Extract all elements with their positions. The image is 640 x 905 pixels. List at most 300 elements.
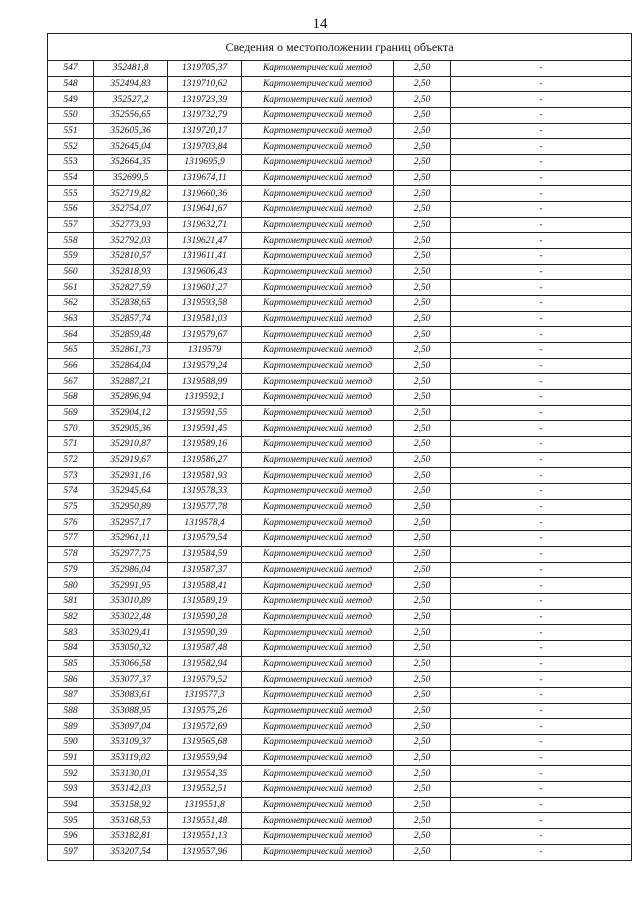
point-number-cell: 562 [48, 296, 94, 312]
description-cell: - [451, 108, 632, 124]
x-coordinate-cell: 352931,16 [94, 468, 168, 484]
description-cell: - [451, 640, 632, 656]
table-row [48, 687, 632, 703]
method-cell: Картометрический метод [242, 687, 394, 703]
table-row [48, 813, 632, 829]
y-coordinate-cell: 1319581,03 [168, 311, 242, 327]
accuracy-cell: 2,50 [394, 186, 451, 202]
description-cell: - [451, 625, 632, 641]
point-number-cell: 577 [48, 531, 94, 547]
y-coordinate-cell: 1319577,3 [168, 687, 242, 703]
accuracy-cell: 2,50 [394, 484, 451, 500]
x-coordinate-cell: 352605,36 [94, 123, 168, 139]
y-coordinate-cell: 1319590,28 [168, 609, 242, 625]
x-coordinate-cell: 352494,83 [94, 76, 168, 92]
description-cell: - [451, 374, 632, 390]
accuracy-cell: 2,50 [394, 139, 451, 155]
description-cell: - [451, 813, 632, 829]
description-cell: - [451, 499, 632, 515]
accuracy-cell: 2,50 [394, 703, 451, 719]
y-coordinate-cell: 1319579 [168, 343, 242, 359]
accuracy-cell: 2,50 [394, 734, 451, 750]
point-number-cell: 586 [48, 672, 94, 688]
table-row [48, 562, 632, 578]
point-number-cell: 597 [48, 844, 94, 860]
accuracy-cell: 2,50 [394, 249, 451, 265]
table-row [48, 76, 632, 92]
description-cell: - [451, 76, 632, 92]
description-cell: - [451, 233, 632, 249]
y-coordinate-cell: 1319695,9 [168, 155, 242, 171]
point-number-cell: 555 [48, 186, 94, 202]
table-row [48, 390, 632, 406]
accuracy-cell: 2,50 [394, 170, 451, 186]
y-coordinate-cell: 1319592,1 [168, 390, 242, 406]
table-row [48, 593, 632, 609]
description-cell: - [451, 437, 632, 453]
point-number-cell: 581 [48, 593, 94, 609]
y-coordinate-cell: 1319632,71 [168, 217, 242, 233]
description-cell: - [451, 170, 632, 186]
point-number-cell: 575 [48, 499, 94, 515]
method-cell: Картометрический метод [242, 155, 394, 171]
x-coordinate-cell: 352857,74 [94, 311, 168, 327]
description-cell: - [451, 797, 632, 813]
description-cell: - [451, 734, 632, 750]
description-cell: - [451, 202, 632, 218]
accuracy-cell: 2,50 [394, 468, 451, 484]
point-number-cell: 592 [48, 766, 94, 782]
table-row [48, 499, 632, 515]
description-cell: - [451, 217, 632, 233]
x-coordinate-cell: 353109,37 [94, 734, 168, 750]
point-number-cell: 583 [48, 625, 94, 641]
table-row [48, 828, 632, 844]
x-coordinate-cell: 352664,35 [94, 155, 168, 171]
point-number-cell: 567 [48, 374, 94, 390]
x-coordinate-cell: 352719,82 [94, 186, 168, 202]
accuracy-cell: 2,50 [394, 499, 451, 515]
description-cell: - [451, 61, 632, 77]
description-cell: - [451, 296, 632, 312]
y-coordinate-cell: 1319552,51 [168, 781, 242, 797]
point-number-cell: 584 [48, 640, 94, 656]
method-cell: Картометрический метод [242, 672, 394, 688]
y-coordinate-cell: 1319554,35 [168, 766, 242, 782]
accuracy-cell: 2,50 [394, 640, 451, 656]
y-coordinate-cell: 1319588,99 [168, 374, 242, 390]
description-cell: - [451, 515, 632, 531]
point-number-cell: 559 [48, 249, 94, 265]
method-cell: Картометрический метод [242, 390, 394, 406]
description-cell: - [451, 656, 632, 672]
description-cell: - [451, 249, 632, 265]
description-cell: - [451, 781, 632, 797]
description-cell: - [451, 672, 632, 688]
table-row [48, 343, 632, 359]
accuracy-cell: 2,50 [394, 562, 451, 578]
method-cell: Картометрический метод [242, 421, 394, 437]
accuracy-cell: 2,50 [394, 327, 451, 343]
accuracy-cell: 2,50 [394, 452, 451, 468]
table-row [48, 672, 632, 688]
method-cell: Картометрический метод [242, 76, 394, 92]
table-row [48, 484, 632, 500]
accuracy-cell: 2,50 [394, 311, 451, 327]
x-coordinate-cell: 353077,37 [94, 672, 168, 688]
description-cell: - [451, 358, 632, 374]
table-row [48, 264, 632, 280]
description-cell: - [451, 92, 632, 108]
y-coordinate-cell: 1319584,59 [168, 546, 242, 562]
table-row [48, 844, 632, 860]
method-cell: Картометрический метод [242, 813, 394, 829]
y-coordinate-cell: 1319586,27 [168, 452, 242, 468]
method-cell: Картометрический метод [242, 578, 394, 594]
point-number-cell: 552 [48, 139, 94, 155]
method-cell: Картометрический метод [242, 515, 394, 531]
description-cell: - [451, 687, 632, 703]
table-row [48, 217, 632, 233]
y-coordinate-cell: 1319606,43 [168, 264, 242, 280]
description-cell: - [451, 452, 632, 468]
table-row [48, 202, 632, 218]
x-coordinate-cell: 352919,67 [94, 452, 168, 468]
table-row [48, 640, 632, 656]
accuracy-cell: 2,50 [394, 515, 451, 531]
x-coordinate-cell: 352977,75 [94, 546, 168, 562]
y-coordinate-cell: 1319601,27 [168, 280, 242, 296]
x-coordinate-cell: 352961,11 [94, 531, 168, 547]
y-coordinate-cell: 1319559,94 [168, 750, 242, 766]
table-row [48, 734, 632, 750]
method-cell: Картометрический метод [242, 61, 394, 77]
description-cell: - [451, 546, 632, 562]
point-number-cell: 565 [48, 343, 94, 359]
x-coordinate-cell: 353130,01 [94, 766, 168, 782]
accuracy-cell: 2,50 [394, 531, 451, 547]
accuracy-cell: 2,50 [394, 296, 451, 312]
point-number-cell: 571 [48, 437, 94, 453]
x-coordinate-cell: 353207,54 [94, 844, 168, 860]
y-coordinate-cell: 1319587,48 [168, 640, 242, 656]
point-number-cell: 585 [48, 656, 94, 672]
method-cell: Картометрический метод [242, 358, 394, 374]
description-cell: - [451, 280, 632, 296]
x-coordinate-cell: 352527,2 [94, 92, 168, 108]
accuracy-cell: 2,50 [394, 437, 451, 453]
point-number-cell: 549 [48, 92, 94, 108]
y-coordinate-cell: 1319621,47 [168, 233, 242, 249]
description-cell: - [451, 593, 632, 609]
x-coordinate-cell: 353182,81 [94, 828, 168, 844]
accuracy-cell: 2,50 [394, 343, 451, 359]
x-coordinate-cell: 353029,41 [94, 625, 168, 641]
table-row [48, 327, 632, 343]
description-cell: - [451, 390, 632, 406]
point-number-cell: 580 [48, 578, 94, 594]
method-cell: Картометрический метод [242, 405, 394, 421]
accuracy-cell: 2,50 [394, 92, 451, 108]
method-cell: Картометрический метод [242, 374, 394, 390]
accuracy-cell: 2,50 [394, 280, 451, 296]
accuracy-cell: 2,50 [394, 202, 451, 218]
description-cell: - [451, 139, 632, 155]
table-row [48, 719, 632, 735]
table-row [48, 405, 632, 421]
method-cell: Картометрический метод [242, 264, 394, 280]
method-cell: Картометрический метод [242, 499, 394, 515]
table-row [48, 421, 632, 437]
point-number-cell: 579 [48, 562, 94, 578]
method-cell: Картометрический метод [242, 656, 394, 672]
x-coordinate-cell: 352699,5 [94, 170, 168, 186]
x-coordinate-cell: 352986,04 [94, 562, 168, 578]
x-coordinate-cell: 352859,48 [94, 327, 168, 343]
accuracy-cell: 2,50 [394, 813, 451, 829]
point-number-cell: 548 [48, 76, 94, 92]
y-coordinate-cell: 1319590,39 [168, 625, 242, 641]
accuracy-cell: 2,50 [394, 844, 451, 860]
table-row [48, 92, 632, 108]
method-cell: Картометрический метод [242, 797, 394, 813]
accuracy-cell: 2,50 [394, 766, 451, 782]
point-number-cell: 554 [48, 170, 94, 186]
x-coordinate-cell: 352864,04 [94, 358, 168, 374]
table-row [48, 781, 632, 797]
point-number-cell: 589 [48, 719, 94, 735]
table-row [48, 139, 632, 155]
y-coordinate-cell: 1319578,4 [168, 515, 242, 531]
x-coordinate-cell: 352481,8 [94, 61, 168, 77]
y-coordinate-cell: 1319577,78 [168, 499, 242, 515]
point-number-cell: 561 [48, 280, 94, 296]
description-cell: - [451, 562, 632, 578]
x-coordinate-cell: 352991,95 [94, 578, 168, 594]
x-coordinate-cell: 352818,93 [94, 264, 168, 280]
method-cell: Картометрический метод [242, 233, 394, 249]
point-number-cell: 566 [48, 358, 94, 374]
point-number-cell: 557 [48, 217, 94, 233]
table-row [48, 452, 632, 468]
description-cell: - [451, 327, 632, 343]
y-coordinate-cell: 1319565,68 [168, 734, 242, 750]
y-coordinate-cell: 1319557,96 [168, 844, 242, 860]
point-number-cell: 556 [48, 202, 94, 218]
x-coordinate-cell: 353083,61 [94, 687, 168, 703]
x-coordinate-cell: 352950,89 [94, 499, 168, 515]
method-cell: Картометрический метод [242, 186, 394, 202]
accuracy-cell: 2,50 [394, 781, 451, 797]
x-coordinate-cell: 352945,64 [94, 484, 168, 500]
description-cell: - [451, 703, 632, 719]
accuracy-cell: 2,50 [394, 609, 451, 625]
page-number: 14 [312, 16, 328, 32]
y-coordinate-cell: 1319705,37 [168, 61, 242, 77]
accuracy-cell: 2,50 [394, 61, 451, 77]
table-row [48, 797, 632, 813]
boundary-coordinates-table [47, 33, 632, 861]
y-coordinate-cell: 1319551,48 [168, 813, 242, 829]
y-coordinate-cell: 1319579,54 [168, 531, 242, 547]
method-cell: Картометрический метод [242, 828, 394, 844]
table-row [48, 546, 632, 562]
accuracy-cell: 2,50 [394, 390, 451, 406]
x-coordinate-cell: 352957,17 [94, 515, 168, 531]
accuracy-cell: 2,50 [394, 578, 451, 594]
method-cell: Картометрический метод [242, 311, 394, 327]
y-coordinate-cell: 1319591,55 [168, 405, 242, 421]
accuracy-cell: 2,50 [394, 405, 451, 421]
accuracy-cell: 2,50 [394, 108, 451, 124]
method-cell: Картометрический метод [242, 593, 394, 609]
y-coordinate-cell: 1319587,37 [168, 562, 242, 578]
x-coordinate-cell: 353119,02 [94, 750, 168, 766]
table-row [48, 61, 632, 77]
method-cell: Картометрический метод [242, 609, 394, 625]
method-cell: Картометрический метод [242, 327, 394, 343]
y-coordinate-cell: 1319589,16 [168, 437, 242, 453]
point-number-cell: 574 [48, 484, 94, 500]
point-number-cell: 558 [48, 233, 94, 249]
x-coordinate-cell: 353050,32 [94, 640, 168, 656]
method-cell: Картометрический метод [242, 437, 394, 453]
x-coordinate-cell: 353158,92 [94, 797, 168, 813]
table-row [48, 766, 632, 782]
table-row [48, 578, 632, 594]
method-cell: Картометрический метод [242, 766, 394, 782]
accuracy-cell: 2,50 [394, 719, 451, 735]
description-cell: - [451, 405, 632, 421]
accuracy-cell: 2,50 [394, 264, 451, 280]
x-coordinate-cell: 352861,73 [94, 343, 168, 359]
x-coordinate-cell: 353168,53 [94, 813, 168, 829]
accuracy-cell: 2,50 [394, 546, 451, 562]
point-number-cell: 578 [48, 546, 94, 562]
table-row [48, 625, 632, 641]
point-number-cell: 596 [48, 828, 94, 844]
y-coordinate-cell: 1319641,67 [168, 202, 242, 218]
method-cell: Картометрический метод [242, 123, 394, 139]
y-coordinate-cell: 1319579,52 [168, 672, 242, 688]
description-cell: - [451, 311, 632, 327]
point-number-cell: 588 [48, 703, 94, 719]
description-cell: - [451, 186, 632, 202]
y-coordinate-cell: 1319589,19 [168, 593, 242, 609]
description-cell: - [451, 828, 632, 844]
method-cell: Картометрический метод [242, 343, 394, 359]
method-cell: Картометрический метод [242, 625, 394, 641]
description-cell: - [451, 155, 632, 171]
table-row [48, 358, 632, 374]
x-coordinate-cell: 352754,07 [94, 202, 168, 218]
point-number-cell: 551 [48, 123, 94, 139]
accuracy-cell: 2,50 [394, 672, 451, 688]
table-title-row [48, 34, 632, 61]
table-row [48, 186, 632, 202]
accuracy-cell: 2,50 [394, 123, 451, 139]
accuracy-cell: 2,50 [394, 625, 451, 641]
table-row [48, 233, 632, 249]
accuracy-cell: 2,50 [394, 155, 451, 171]
method-cell: Картометрический метод [242, 249, 394, 265]
method-cell: Картометрический метод [242, 703, 394, 719]
method-cell: Картометрический метод [242, 734, 394, 750]
method-cell: Картометрический метод [242, 108, 394, 124]
table-row [48, 515, 632, 531]
method-cell: Картометрический метод [242, 280, 394, 296]
description-cell: - [451, 421, 632, 437]
y-coordinate-cell: 1319578,33 [168, 484, 242, 500]
table-row [48, 531, 632, 547]
table-row [48, 170, 632, 186]
method-cell: Картометрический метод [242, 468, 394, 484]
x-coordinate-cell: 352887,21 [94, 374, 168, 390]
accuracy-cell: 2,50 [394, 687, 451, 703]
table-row [48, 468, 632, 484]
accuracy-cell: 2,50 [394, 656, 451, 672]
accuracy-cell: 2,50 [394, 797, 451, 813]
point-number-cell: 587 [48, 687, 94, 703]
y-coordinate-cell: 1319551,13 [168, 828, 242, 844]
x-coordinate-cell: 353142,03 [94, 781, 168, 797]
point-number-cell: 570 [48, 421, 94, 437]
description-cell: - [451, 531, 632, 547]
point-number-cell: 547 [48, 61, 94, 77]
x-coordinate-cell: 353010,89 [94, 593, 168, 609]
table-row [48, 123, 632, 139]
accuracy-cell: 2,50 [394, 374, 451, 390]
y-coordinate-cell: 1319588,41 [168, 578, 242, 594]
method-cell: Картометрический метод [242, 484, 394, 500]
x-coordinate-cell: 352827,59 [94, 280, 168, 296]
y-coordinate-cell: 1319660,36 [168, 186, 242, 202]
description-cell: - [451, 766, 632, 782]
table-row [48, 750, 632, 766]
table-row [48, 296, 632, 312]
y-coordinate-cell: 1319572,69 [168, 719, 242, 735]
point-number-cell: 568 [48, 390, 94, 406]
y-coordinate-cell: 1319582,94 [168, 656, 242, 672]
accuracy-cell: 2,50 [394, 233, 451, 249]
table-row [48, 108, 632, 124]
x-coordinate-cell: 352838,65 [94, 296, 168, 312]
table-row [48, 280, 632, 296]
y-coordinate-cell: 1319593,58 [168, 296, 242, 312]
description-cell: - [451, 468, 632, 484]
point-number-cell: 560 [48, 264, 94, 280]
point-number-cell: 572 [48, 452, 94, 468]
y-coordinate-cell: 1319579,67 [168, 327, 242, 343]
table-row [48, 609, 632, 625]
point-number-cell: 591 [48, 750, 94, 766]
table-row [48, 249, 632, 265]
point-number-cell: 582 [48, 609, 94, 625]
method-cell: Картометрический метод [242, 92, 394, 108]
method-cell: Картометрический метод [242, 531, 394, 547]
method-cell: Картометрический метод [242, 844, 394, 860]
description-cell: - [451, 750, 632, 766]
table-body [48, 61, 632, 861]
x-coordinate-cell: 352556,65 [94, 108, 168, 124]
method-cell: Картометрический метод [242, 452, 394, 468]
method-cell: Картометрический метод [242, 640, 394, 656]
point-number-cell: 590 [48, 734, 94, 750]
method-cell: Картометрический метод [242, 750, 394, 766]
method-cell: Картометрический метод [242, 562, 394, 578]
point-number-cell: 594 [48, 797, 94, 813]
table-title: Сведения о местоположении границ объекта [48, 34, 632, 61]
